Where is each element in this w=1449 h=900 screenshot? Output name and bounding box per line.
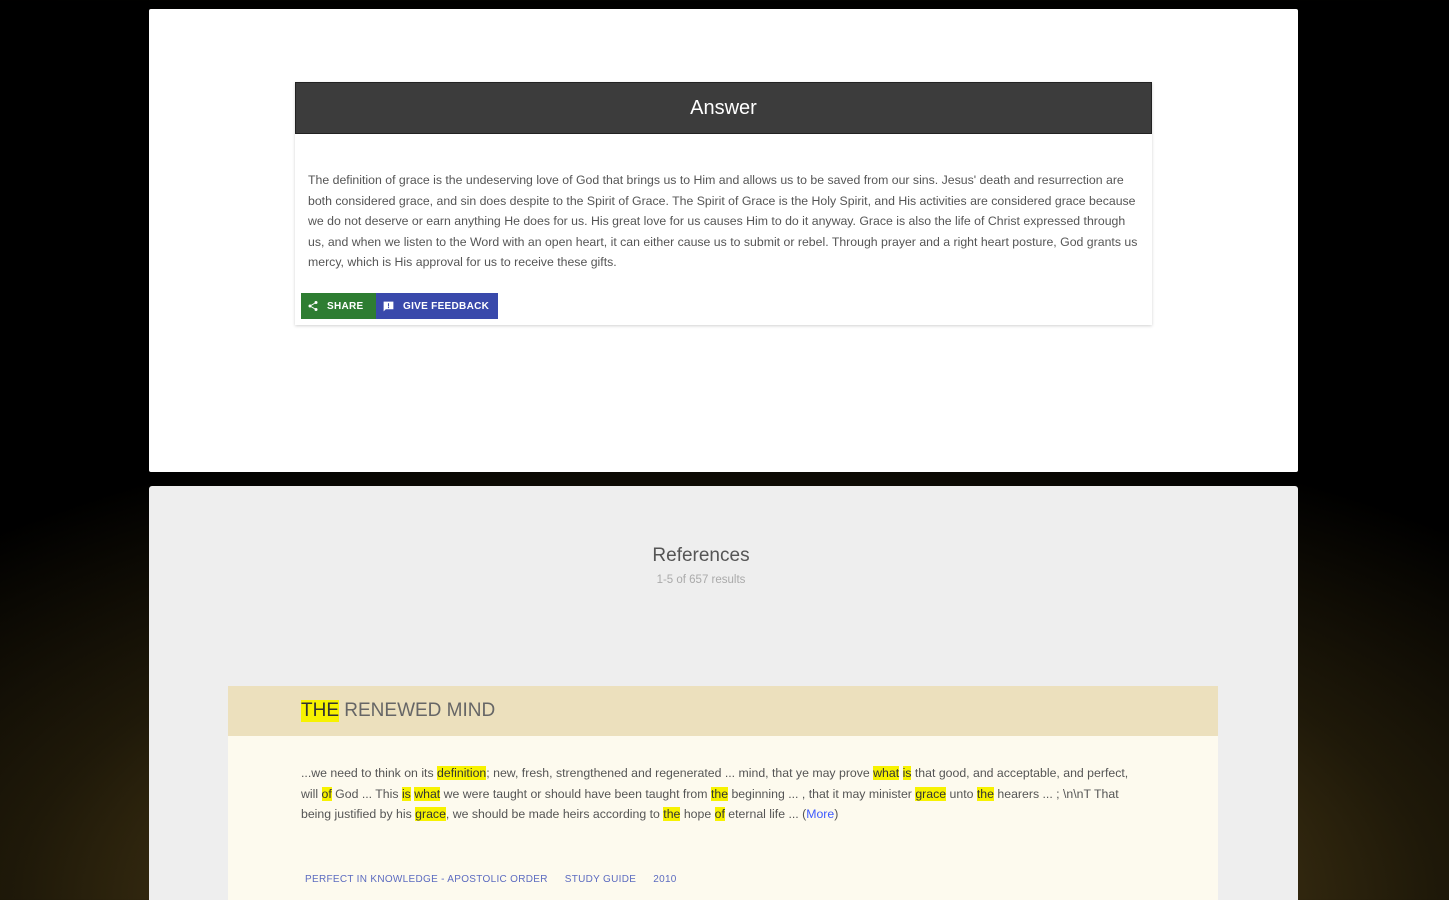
answer-title: Answer (295, 82, 1152, 134)
excerpt-fragment: that good, and acceptable, and perfect, will (301, 766, 1132, 801)
reference-year[interactable]: 2010 (653, 874, 677, 885)
highlighted-term: grace (915, 786, 947, 801)
reference-source[interactable]: PERFECT IN KNOWLEDGE - APOSTOLIC ORDER (305, 874, 548, 885)
highlighted-term: the (976, 786, 994, 801)
feedback-icon (382, 300, 395, 313)
excerpt-fragment: ...we need to think on its (301, 766, 438, 780)
highlighted-term: what (414, 786, 441, 801)
highlighted-term: is (902, 766, 912, 780)
give-feedback-label: GIVE FEEDBACK (403, 300, 490, 312)
highlighted-term: definition (437, 766, 487, 780)
highlighted-term: the (710, 786, 729, 801)
answer-panel (149, 9, 1298, 472)
reference-title-highlight: THE (301, 700, 339, 721)
excerpt-fragment: we were taught or should have been taught from (440, 786, 711, 801)
excerpt-fragment: unto (946, 786, 977, 801)
answer-actions (301, 293, 498, 319)
share-icon (307, 300, 319, 312)
results-count: 1-5 of 657 results (656, 574, 746, 586)
answer-text: The definition of grace is the undeserving love of God that brings us to Him and allows us to be saved from our sins. Jesus' death and resurrection are both considered grace, and sin does despite to the Spirit of Grace. The Spirit of Grace is the Holy Spirit, and His activities are considered grace because we do not deserve or earn anything He does for us. His great love for us causes Him to do it anyway. Grace is also the life of Christ expressed through us, and when we listen to the Word with an open heart, it can either cause us to submit or rebel. Through prayer and a right heart posture, God grants us mercy, which is His approval for us to receive these gifts. (308, 173, 1138, 270)
highlighted-term: of (714, 807, 725, 822)
reference-excerpt (228, 736, 1218, 825)
excerpt-fragment: hearers ... ; \n\nT That being justified by his (301, 786, 1123, 822)
excerpt-fragment: hope (680, 807, 715, 822)
reference-title-rest: RENEWED MIND (339, 700, 496, 721)
excerpt-fragment: eternal life ... ( (724, 807, 807, 822)
references-title: References (652, 545, 750, 566)
give-feedback-button[interactable] (376, 293, 498, 319)
excerpt-fragment: , we should be made heirs according to (445, 807, 664, 822)
excerpt-close-paren: ) (834, 807, 839, 822)
references-panel (149, 486, 1298, 900)
share-button[interactable] (301, 293, 376, 319)
highlighted-term: is (401, 786, 411, 801)
highlighted-term: what (873, 766, 900, 780)
highlighted-term: grace (415, 807, 446, 822)
share-label: SHARE (327, 300, 364, 312)
reference-meta (305, 874, 694, 885)
more-link[interactable]: More (806, 807, 835, 822)
reference-type[interactable]: STUDY GUIDE (564, 874, 637, 885)
reference-excerpt-text (301, 766, 1132, 821)
highlighted-term: of (321, 786, 332, 801)
highlighted-term: the (663, 807, 681, 822)
reference-title[interactable] (228, 686, 1218, 736)
excerpt-fragment: ; new, fresh, strengthened and regenerated ... mind, that ye may prove (486, 766, 874, 780)
excerpt-fragment: beginning ... , that it may minister (728, 786, 916, 801)
reference-card (228, 686, 1218, 900)
answer-card (295, 82, 1152, 325)
excerpt-fragment: God ... This (331, 786, 402, 801)
